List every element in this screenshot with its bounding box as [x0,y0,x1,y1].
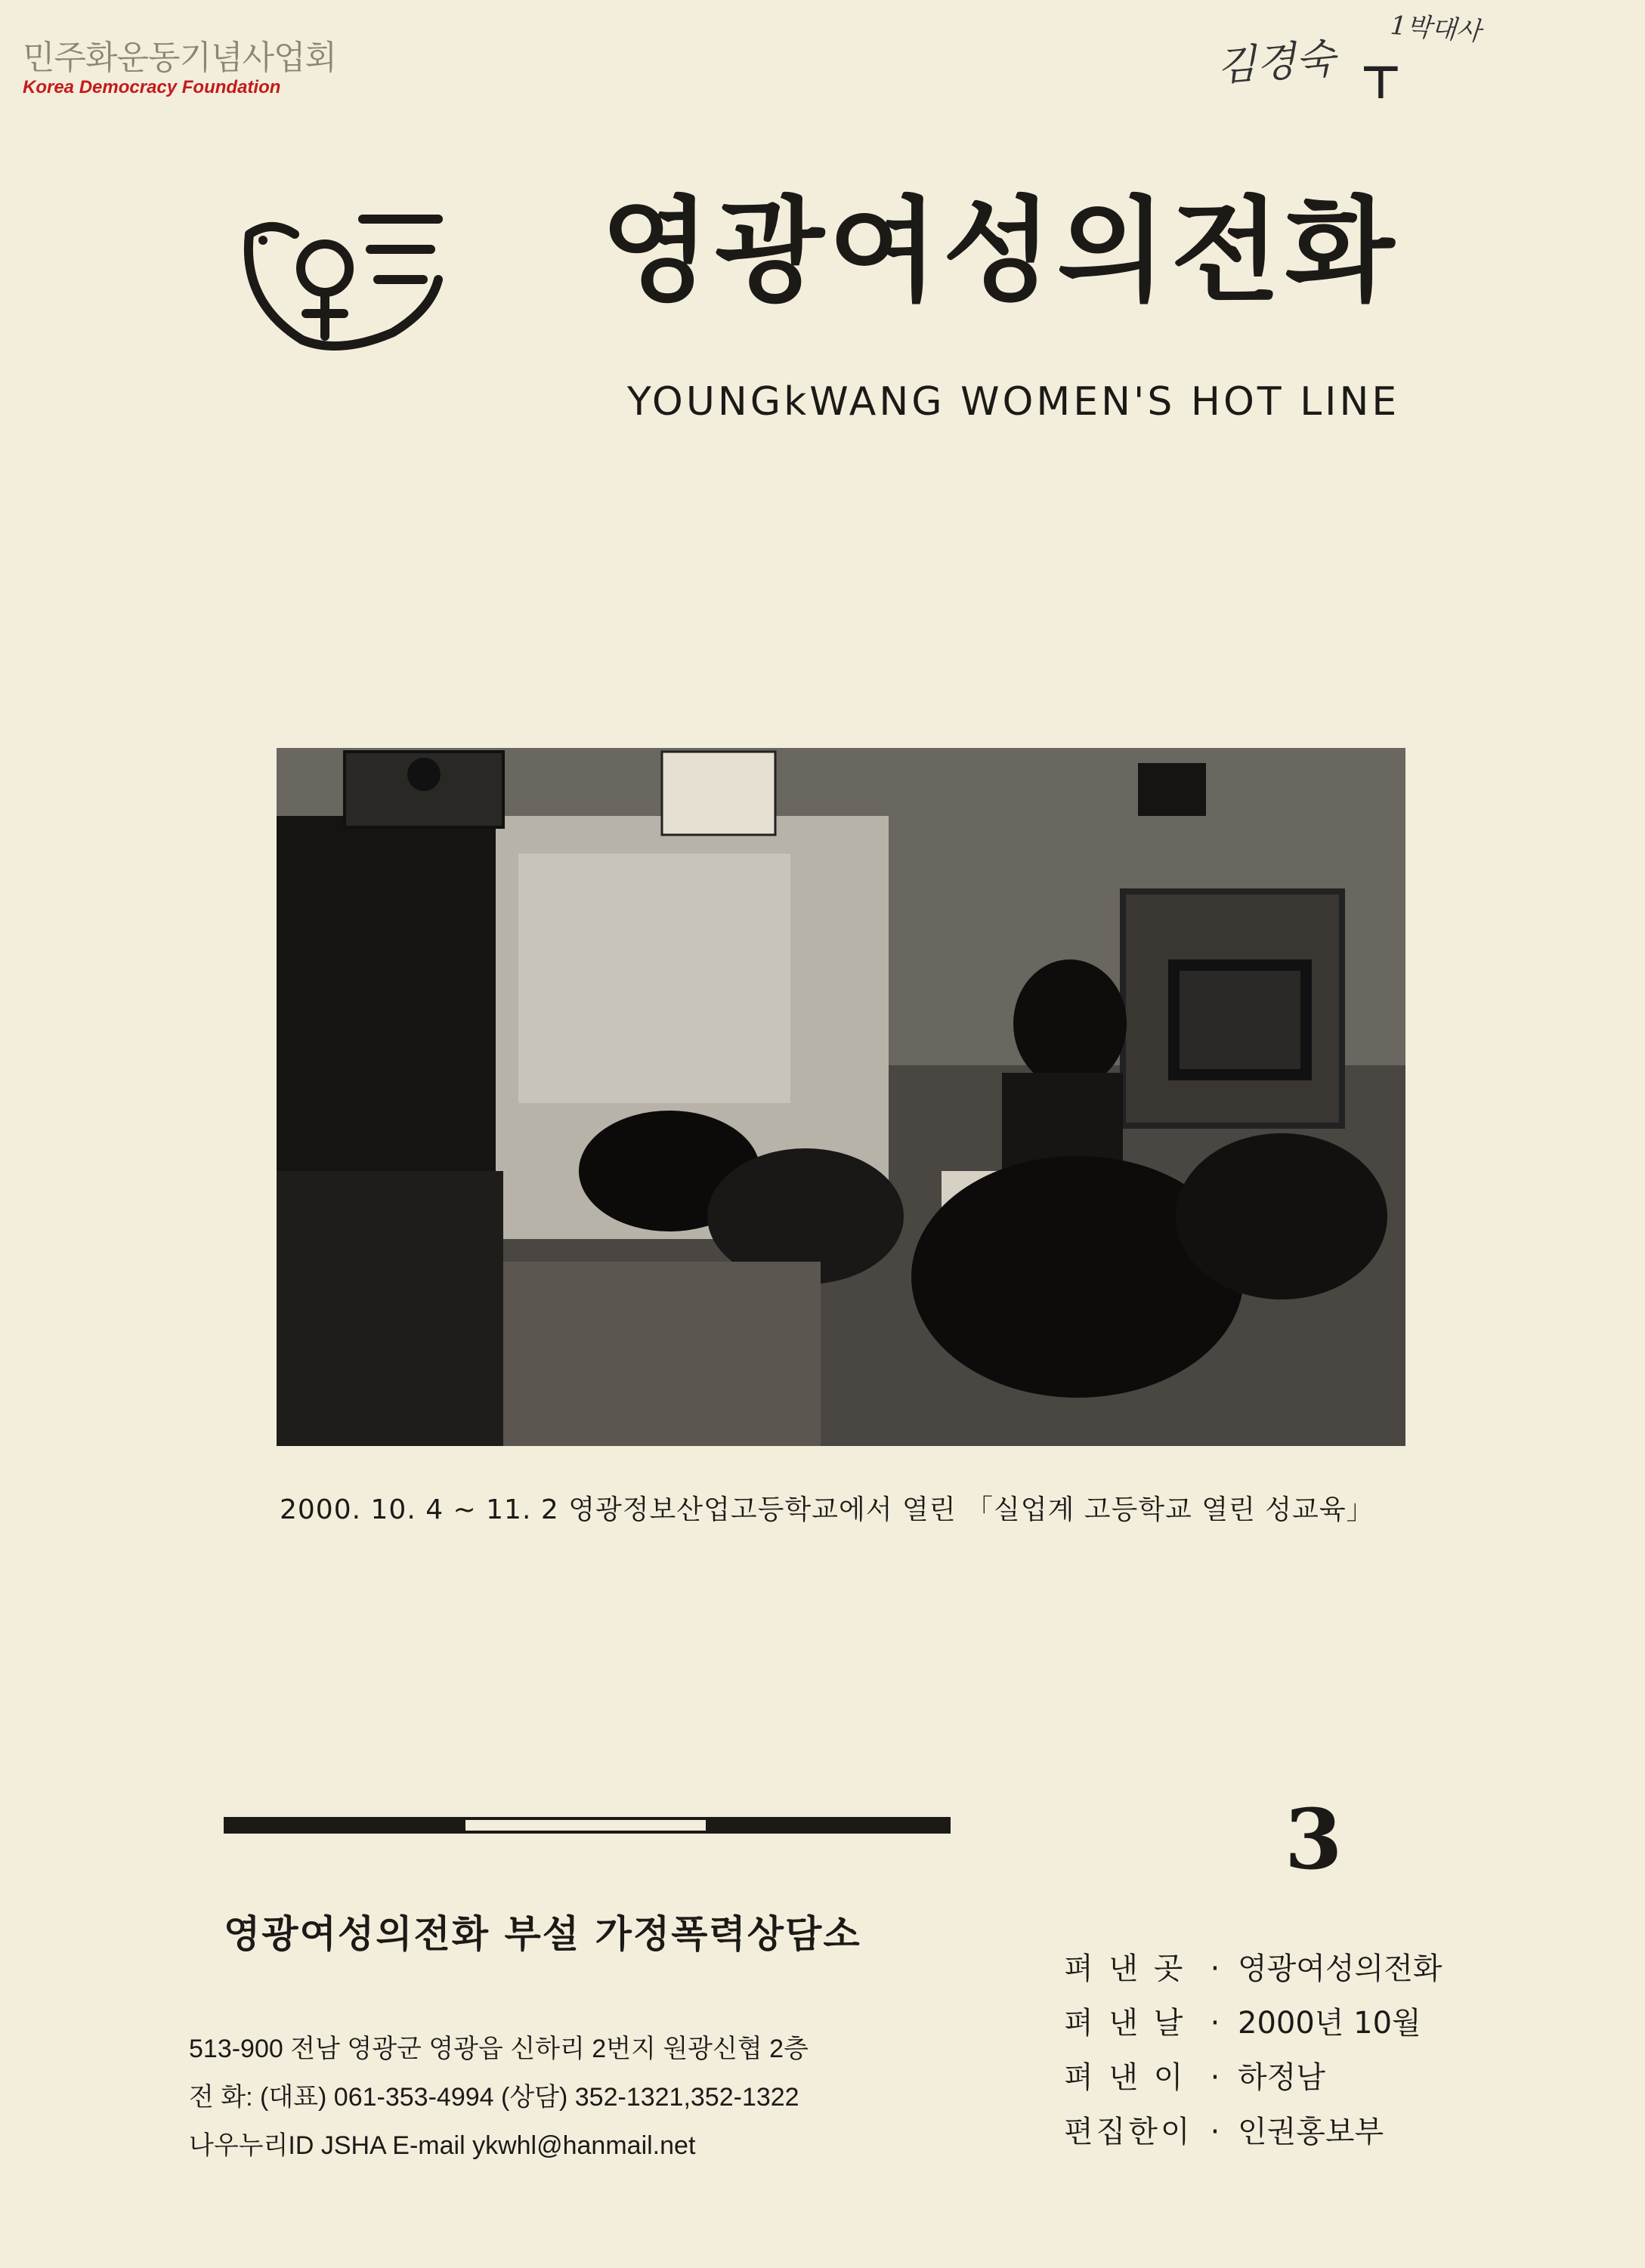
teacher-head [1013,959,1127,1088]
dove-eye-icon [258,236,267,245]
colophon-row-issuer [1064,2050,1442,2105]
dove-logo [227,204,453,355]
colophon-label: 펴 낸 날 [1064,2006,1186,2041]
phone-line: 전 화: (대표) 061-353-4994 (상담) 352-1321,352-1322 [189,2083,799,2112]
foundation-name-korean: 민주화운동기념사업회 [23,39,337,77]
handwritten-mark: ⊤ [1360,57,1402,110]
colophon-separator: · [1210,2115,1220,2149]
colophon-separator: · [1210,2006,1220,2041]
issue-number: 3 [1285,1791,1343,1888]
newsletter-title-english: YOUNGkWANG WOMEN'S HOT LINE [627,379,1400,425]
speaker-box [1138,763,1206,816]
colophon-label: 펴 낸 이 [1064,2060,1186,2095]
colophon-row-publisher [1064,1942,1442,1996]
colophon-separator: · [1210,1951,1220,1986]
colophon-separator: · [1210,2060,1220,2095]
colophon-label: 펴 낸 곳 [1064,1951,1186,1986]
colophon-label: 편집한이 [1064,2115,1193,2149]
colophon-row-editor [1064,2105,1442,2159]
handwritten-name: 김경숙 [1215,34,1337,91]
colophon-row-date [1064,1996,1442,2050]
foundation-name-english: Korea Democracy Foundation [23,77,281,97]
student-checkered [503,1262,821,1446]
colophon-value: 2000년 10월 [1238,2006,1421,2041]
colophon-value: 하정남 [1238,2060,1325,2095]
colophon-value: 영광여성의전화 [1238,1951,1442,1986]
classroom-photo [277,748,1405,1446]
decorative-rule [224,1817,951,1834]
colophon-value: 인권홍보부 [1238,2115,1384,2149]
handwritten-note: 1박대사 [1389,10,1483,48]
colophon [1064,1942,1442,2159]
online-contact-line: 나우누리ID JSHA E-mail ykwhl@hanmail.net [189,2131,696,2160]
org-name: 영광여성의전화 부설 가정폭력상담소 [224,1911,861,1956]
contact-block [189,2025,809,2170]
newsletter-title-korean: 영광여성의전화 [601,186,1399,317]
school-motto-frame [662,752,775,835]
address-line: 513-900 전남 영광군 영광읍 신하리 2번지 원광신협 2층 [189,2035,809,2063]
photo-caption: 2000. 10. 4 ~ 11. 2 영광정보산업고등학교에서 열린 「실업계 고등학교 열린 성교육」 [280,1494,1374,1525]
